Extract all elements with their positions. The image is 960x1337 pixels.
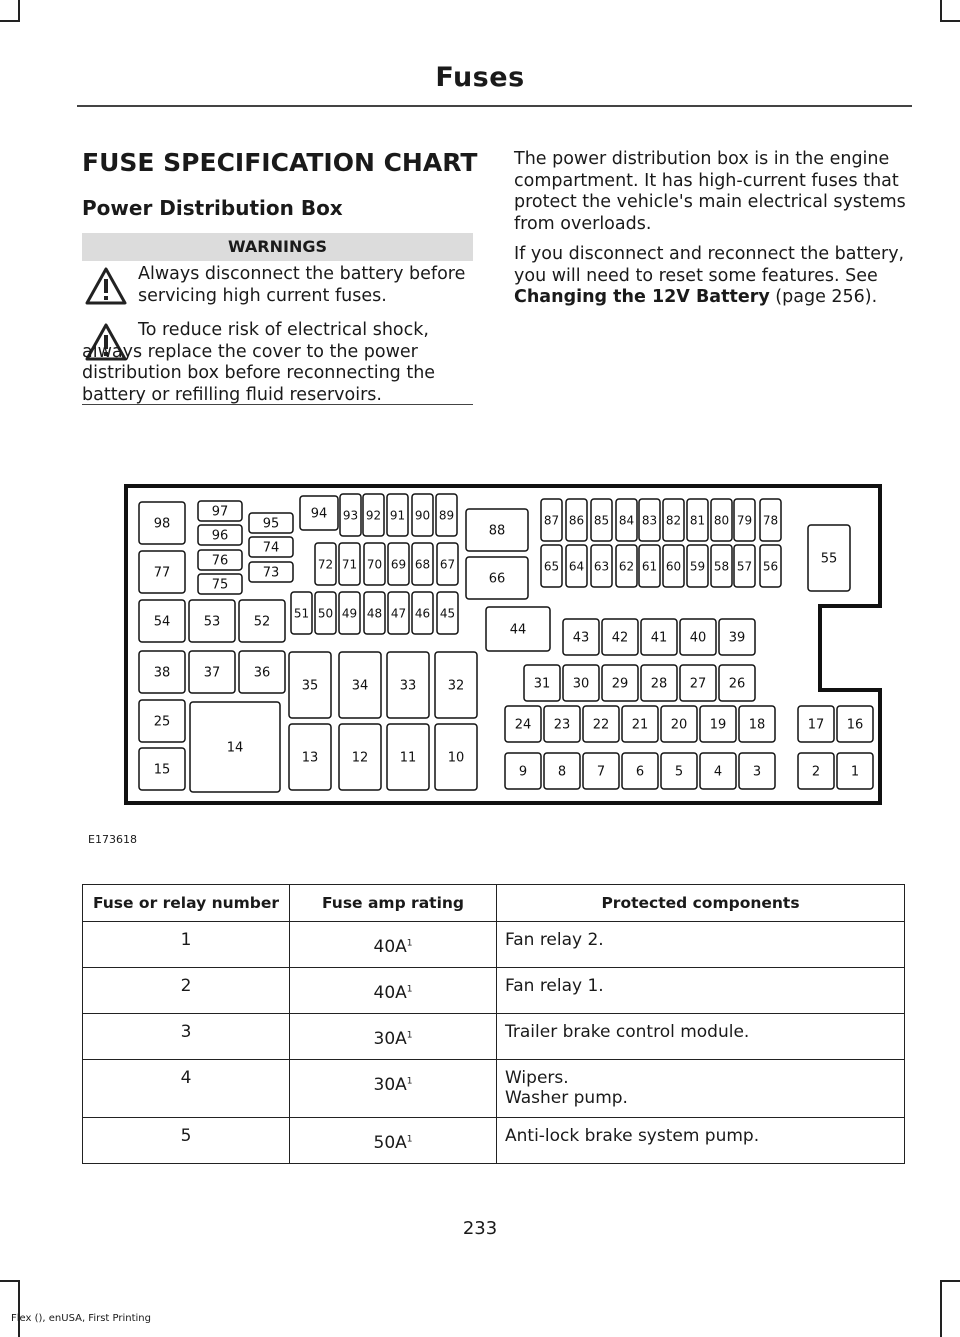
fuse-label: 18 bbox=[748, 717, 766, 733]
fuse-number-cell: 2 bbox=[83, 968, 290, 1014]
crop-mark bbox=[0, 1280, 20, 1282]
fuse-label: 2 bbox=[811, 764, 821, 780]
footnote-marker: 1 bbox=[406, 984, 413, 995]
fuse-label: 7 bbox=[596, 764, 606, 780]
fuse-label: 31 bbox=[533, 676, 551, 692]
crop-mark bbox=[18, 0, 20, 22]
fuse-label: 57 bbox=[736, 559, 753, 574]
fuse-label: 26 bbox=[728, 676, 746, 692]
table-row bbox=[83, 1014, 905, 1060]
fuse-label: 68 bbox=[414, 557, 431, 572]
fuse-label: 79 bbox=[736, 513, 753, 528]
fuse-label: 74 bbox=[262, 540, 280, 556]
figure-id: E173618 bbox=[88, 833, 137, 846]
fuse-label: 93 bbox=[342, 508, 359, 523]
fuse-label: 6 bbox=[635, 764, 645, 780]
fuse-label: 23 bbox=[553, 717, 571, 733]
table-row bbox=[83, 1118, 905, 1164]
fuse-label: 94 bbox=[310, 506, 328, 522]
fuse-label: 5 bbox=[674, 764, 684, 780]
fuse-label: 72 bbox=[317, 557, 334, 572]
fuse-label: 45 bbox=[439, 606, 456, 621]
fuse-number-cell: 3 bbox=[83, 1014, 290, 1060]
amp-value: 40A bbox=[373, 983, 407, 1003]
section-title: FUSE SPECIFICATION CHART bbox=[82, 148, 478, 177]
header-rule bbox=[77, 105, 912, 107]
fuse-label: 35 bbox=[301, 678, 319, 694]
fuse-label: 21 bbox=[631, 717, 649, 733]
amp-value: 30A bbox=[373, 1029, 407, 1049]
fuse-label: 87 bbox=[543, 513, 560, 528]
fuse-label: 1 bbox=[850, 764, 860, 780]
footnote-marker: 1 bbox=[406, 1076, 413, 1087]
fuse-label: 63 bbox=[593, 559, 610, 574]
page-header-title: Fuses bbox=[435, 62, 525, 93]
fuse-label: 41 bbox=[650, 630, 668, 646]
fuse-label: 44 bbox=[509, 622, 527, 638]
fuse-label: 76 bbox=[211, 553, 229, 569]
table-header-row bbox=[83, 885, 905, 922]
cross-reference-link[interactable]: Changing the 12V Battery bbox=[514, 287, 770, 307]
amp-value: 50A bbox=[373, 1133, 407, 1153]
crop-mark bbox=[940, 1280, 942, 1337]
fuse-label: 22 bbox=[592, 717, 610, 733]
component-text: Fan relay 1. bbox=[505, 976, 604, 996]
fuse-label: 95 bbox=[262, 516, 280, 532]
component-text: Trailer brake control module. bbox=[505, 1022, 750, 1042]
intro-paragraph bbox=[514, 244, 909, 309]
fuse-label: 55 bbox=[820, 551, 838, 567]
warnings-rule bbox=[82, 404, 473, 405]
crop-mark bbox=[18, 1280, 20, 1337]
fuse-label: 13 bbox=[301, 750, 319, 766]
fuse-label: 71 bbox=[341, 557, 358, 572]
fuse-label: 96 bbox=[211, 528, 229, 544]
fuse-label: 50 bbox=[317, 606, 334, 621]
crop-mark bbox=[940, 0, 942, 22]
amp-value: 40A bbox=[373, 937, 407, 957]
fuse-label: 28 bbox=[650, 676, 668, 692]
fuse-label: 34 bbox=[351, 678, 369, 694]
component-text: Anti-lock brake system pump. bbox=[505, 1126, 760, 1146]
power-distribution-box-diagram bbox=[124, 484, 884, 806]
fuse-label: 48 bbox=[366, 606, 383, 621]
fuse-label: 62 bbox=[618, 559, 635, 574]
fuse-label: 91 bbox=[389, 508, 406, 523]
fuse-label: 73 bbox=[262, 565, 280, 581]
fuse-label: 49 bbox=[341, 606, 358, 621]
fuse-label: 17 bbox=[807, 717, 825, 733]
fuse-label: 19 bbox=[709, 717, 727, 733]
protected-components-cell bbox=[497, 922, 905, 968]
fuse-label: 75 bbox=[211, 577, 229, 593]
fuse-label: 84 bbox=[618, 513, 635, 528]
fuse-label: 30 bbox=[572, 676, 590, 692]
fuse-label: 43 bbox=[572, 630, 590, 646]
fuse-label: 25 bbox=[153, 714, 171, 730]
fuse-label: 14 bbox=[226, 740, 244, 756]
page-footer: Flex (), enUSA, First Printing bbox=[11, 1313, 151, 1324]
fuse-label: 40 bbox=[689, 630, 707, 646]
fuse-label: 85 bbox=[593, 513, 610, 528]
fuse-label: 33 bbox=[399, 678, 417, 694]
fuse-label: 32 bbox=[447, 678, 465, 694]
protected-components-cell bbox=[497, 1060, 905, 1118]
fuse-label: 82 bbox=[665, 513, 682, 528]
intro-paragraph: The power distribution box is in the engine compartment. It has high-current fuses that protect the vehicle's main electrical systems from overloads. bbox=[514, 149, 906, 234]
fuse-label: 78 bbox=[762, 513, 779, 528]
footnote-marker: 1 bbox=[406, 1134, 413, 1145]
fuse-label: 98 bbox=[153, 516, 171, 532]
fuse-amp-cell bbox=[290, 1060, 497, 1118]
fuse-label: 36 bbox=[253, 665, 271, 681]
fuse-label: 39 bbox=[728, 630, 746, 646]
fuse-label: 47 bbox=[390, 606, 407, 621]
crop-mark bbox=[940, 20, 960, 22]
fuse-amp-cell bbox=[290, 1014, 497, 1060]
fuse-label: 54 bbox=[153, 614, 171, 630]
crop-mark bbox=[940, 1280, 960, 1282]
table-body bbox=[83, 922, 905, 1164]
fuse-label: 42 bbox=[611, 630, 629, 646]
column-header: Protected components bbox=[497, 885, 905, 922]
fuse-specification-table bbox=[82, 884, 905, 1164]
fuse-label: 12 bbox=[351, 750, 369, 766]
component-text: Fan relay 2. bbox=[505, 930, 604, 950]
warning-text: Always disconnect the battery before servicing high current fuses. bbox=[138, 264, 466, 306]
fuse-label: 92 bbox=[365, 508, 382, 523]
footnote-marker: 1 bbox=[406, 938, 413, 949]
fuse-label: 66 bbox=[488, 571, 506, 587]
crop-mark bbox=[0, 20, 20, 22]
fuse-label: 46 bbox=[414, 606, 431, 621]
section-subtitle: Power Distribution Box bbox=[82, 196, 343, 220]
fuse-label: 67 bbox=[439, 557, 456, 572]
fuse-label: 52 bbox=[253, 614, 271, 630]
column-header: Fuse or relay number bbox=[83, 885, 290, 922]
fuse-label: 80 bbox=[713, 513, 730, 528]
page-number: 233 bbox=[462, 1218, 498, 1239]
fuse-amp-cell bbox=[290, 968, 497, 1014]
component-text: Wipers. bbox=[505, 1068, 569, 1088]
fuse-label: 15 bbox=[153, 762, 171, 778]
fuse-label: 10 bbox=[447, 750, 465, 766]
warning-triangle-icon bbox=[84, 266, 128, 306]
amp-value: 30A bbox=[373, 1075, 407, 1095]
fuse-label: 77 bbox=[153, 565, 171, 581]
fuse-label: 69 bbox=[390, 557, 407, 572]
protected-components-cell bbox=[497, 1118, 905, 1164]
fuse-label: 16 bbox=[846, 717, 864, 733]
fuse-label: 56 bbox=[762, 559, 779, 574]
fuse-label: 11 bbox=[399, 750, 417, 766]
table-row bbox=[83, 968, 905, 1014]
protected-components-cell bbox=[497, 968, 905, 1014]
fuse-label: 27 bbox=[689, 676, 707, 692]
protected-components-cell bbox=[497, 1014, 905, 1060]
fuse-label: 61 bbox=[641, 559, 658, 574]
fuse-label: 64 bbox=[568, 559, 585, 574]
table-row bbox=[83, 1060, 905, 1118]
fuse-label: 60 bbox=[665, 559, 682, 574]
fuse-label: 24 bbox=[514, 717, 532, 733]
fuse-label: 29 bbox=[611, 676, 629, 692]
fuse-amp-cell bbox=[290, 922, 497, 968]
warnings-heading: WARNINGS bbox=[82, 233, 473, 261]
fuse-label: 90 bbox=[414, 508, 431, 523]
fuse-label: 53 bbox=[203, 614, 221, 630]
component-text: Washer pump. bbox=[505, 1088, 628, 1108]
fuse-label: 65 bbox=[543, 559, 560, 574]
fuse-label: 81 bbox=[689, 513, 706, 528]
fuse-label: 88 bbox=[488, 523, 506, 539]
intro-text: If you disconnect and reconnect the battery, you will need to reset some features. See bbox=[514, 244, 905, 286]
fuse-label: 97 bbox=[211, 504, 229, 520]
fuse-label: 8 bbox=[557, 764, 567, 780]
fuse-label: 59 bbox=[689, 559, 706, 574]
intro-text: (page 256). bbox=[769, 287, 878, 307]
fuse-label: 83 bbox=[641, 513, 658, 528]
fuse-label: 86 bbox=[568, 513, 585, 528]
fuse-label: 4 bbox=[713, 764, 723, 780]
footnote-marker: 1 bbox=[406, 1030, 413, 1041]
warning-text: To reduce risk of electrical shock, always replace the cover to the power distribution box before reconnecting the battery or refilling fluid reservoirs. bbox=[82, 320, 436, 405]
fuse-label: 70 bbox=[366, 557, 383, 572]
fuse-number-cell: 5 bbox=[83, 1118, 290, 1164]
fuse-amp-cell bbox=[290, 1118, 497, 1164]
fuse-label: 51 bbox=[293, 606, 310, 621]
fuse-number-cell: 4 bbox=[83, 1060, 290, 1118]
fuse-label: 89 bbox=[438, 508, 455, 523]
fuse-label: 3 bbox=[752, 764, 762, 780]
fuse-label: 20 bbox=[670, 717, 688, 733]
fuse-label: 9 bbox=[518, 764, 528, 780]
fuse-label: 58 bbox=[713, 559, 730, 574]
fuse-label: 38 bbox=[153, 665, 171, 681]
fuse-label: 37 bbox=[203, 665, 221, 681]
fuse-number-cell: 1 bbox=[83, 922, 290, 968]
table-row bbox=[83, 922, 905, 968]
column-header: Fuse amp rating bbox=[290, 885, 497, 922]
